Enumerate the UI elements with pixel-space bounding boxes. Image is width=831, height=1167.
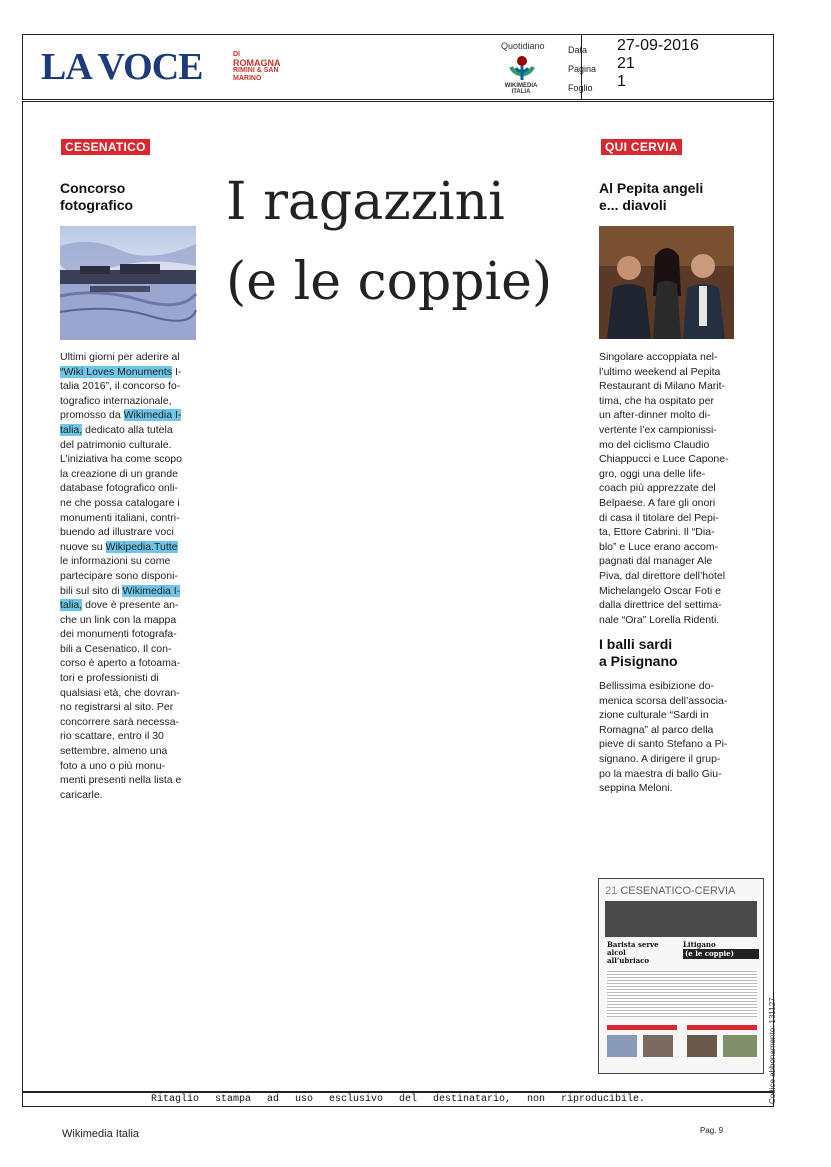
thumb-headline-right	[683, 941, 759, 959]
meta-values	[617, 37, 699, 91]
publisher-logo-text: WIKIMEDIA ITALIA	[504, 83, 538, 95]
right-title-1	[599, 180, 703, 214]
left-title	[60, 180, 133, 214]
right-title-2	[599, 636, 678, 670]
link-wikipedia[interactable]: Wikipedia.Tutte	[105, 540, 178, 553]
link-wikimedia-italia-1a[interactable]: Wikimedia I-	[123, 409, 182, 422]
logo-subtitle	[233, 51, 293, 83]
right-title2-line1: I balli sardi	[599, 636, 673, 652]
page-number: Pag. 9	[700, 1126, 724, 1135]
left-body-text	[60, 350, 200, 802]
clipping-header	[22, 34, 774, 100]
thumb-headline-right-1: Litigano	[683, 940, 716, 949]
thumb-photo-3	[687, 1035, 717, 1057]
value-data: 27-09-2016	[617, 37, 699, 54]
label-pagina: Pagina	[568, 64, 597, 74]
headline-line1: I ragazzini	[226, 172, 505, 232]
section-tag-qui-cervia: QUI CERVIA	[601, 139, 682, 155]
right-body-1: Singolare accoppiata nel- l’ultimo weekend al Pepita Restaurant di Milano Marit- tima, che ha ospitato per un after-dinner molto di- vertente l’ex campionissi- mo del ciclismo Claudio Chiappucci e Luce Capone- gro, oggi una delle life- coach più apprezzate del Belpaese. A fare gli onori di casa il titolare del Pepi- ta, Ettore Cabrini. Il “Dia- blo” e Luce erano accom- pagnati dal manager Ale Piva, dal direttore dell’hotel Michelangelo Oscar Foti e dalla direttrice del settima- nale “Ora” Lorella Ridenti.	[599, 351, 729, 626]
logo-di: DI	[233, 51, 240, 58]
right-title2-line2: a Pisignano	[599, 653, 678, 669]
left-body-p1: Ultimi giorni per aderire al	[60, 351, 180, 363]
thumb-photo-4	[723, 1035, 757, 1057]
harbor-photo-image	[60, 226, 196, 340]
thumb-tag-right	[687, 1025, 757, 1030]
link-wikimedia-italia-1b[interactable]: talia,	[60, 423, 83, 436]
left-body-p3: dedicato alla tutela del patrimonio culturale. L’iniziativa ha come scopo la creazione di un grande database fotografico onli- ne che possa catalogare i monumenti italiani, contri- buendo ad illustrare voci nuove su	[60, 423, 182, 553]
left-title-line1: Concorso	[60, 180, 126, 196]
quotidiano-label: Quotidiano	[501, 41, 545, 51]
right-title1-line1: Al Pepita angeli	[599, 180, 704, 196]
label-data: Data	[568, 45, 588, 55]
left-body-p5: dove è presente an- che un link con la mappa dei monumenti fotografa- bili a Cesenatico. Il con- corso è aperto a fotoama- tori e professionisti di qualsiasi età, che dovran- no registrarsi al sito. Per concorrere sarà necessa- rio scattare, entro il 30 settembre, almeno una foto a uno o più monu- menti presenti nella lista e caricarle.	[60, 599, 182, 801]
left-body-p4: le informazioni su come partecipare sono disponi- bili sul sito di	[60, 555, 178, 597]
page-thumbnail	[598, 878, 764, 1074]
link-wiki-loves-monuments[interactable]: “Wiki Loves Monuments	[60, 365, 173, 378]
pepita-photo	[599, 226, 734, 339]
headline-line2: (e le coppie)	[226, 252, 553, 312]
clipping-notice: Ritaglio stampa ad uso esclusivo del destinatario, non riproducibile.	[22, 1092, 774, 1107]
pepita-photo-image	[599, 226, 734, 339]
right-title1-line2: e... diavoli	[599, 197, 667, 213]
thumb-body-text	[607, 969, 757, 1017]
logo-main-text	[41, 45, 203, 89]
thumb-headline-right-2: (e le coppie)	[683, 949, 759, 959]
value-pagina: 21	[617, 55, 635, 72]
meta-labels	[568, 41, 596, 98]
codice-abbonamento: Codice abbonamento: 131127	[768, 997, 777, 1104]
logo-sub: RIMINI & SAN MARINO	[233, 67, 279, 82]
thumb-headline-left: Barista serve alcol all’ubriaco	[607, 940, 659, 965]
left-body-p2: I- talia 2016”, il concorso fo- tografico internazionale, promosso da	[60, 365, 182, 422]
thumb-photo-1	[607, 1035, 637, 1057]
section-tag-cesenatico: CESENATICO	[61, 139, 150, 155]
left-title-line2: fotografico	[60, 197, 134, 213]
thumb-page-num: 21	[605, 885, 618, 897]
label-foglio: Foglio	[568, 83, 593, 93]
logo-romagna: ROMAGNA	[233, 58, 281, 68]
link-wikimedia-italia-2a[interactable]: Wikimedia I-	[122, 584, 181, 597]
thumb-header	[605, 885, 735, 897]
value-foglio: 1	[617, 73, 626, 90]
harbor-photo	[60, 226, 196, 340]
thumb-section: CESENATICO-CERVIA	[620, 885, 736, 897]
publisher-name: Wikimedia Italia	[62, 1128, 140, 1140]
thumb-tag-left	[607, 1025, 677, 1030]
headline-clipped-line	[210, 172, 580, 242]
logo-title: LA VOCE	[41, 46, 203, 88]
thumb-top-photo	[605, 901, 757, 937]
right-body-2: Bellissima esibizione do- menica scorsa dell’associa- zione culturale “Sardi in Romagna” al parco della pieve di santo Stefano a Pi- signano. A dirigere il grup- po la maestra di ballo Giu- seppina Meloni.	[599, 680, 728, 795]
thumb-photo-2	[643, 1035, 673, 1057]
wikimedia-logo-icon	[507, 55, 537, 85]
link-wikimedia-italia-2b[interactable]: talia,	[60, 599, 83, 612]
